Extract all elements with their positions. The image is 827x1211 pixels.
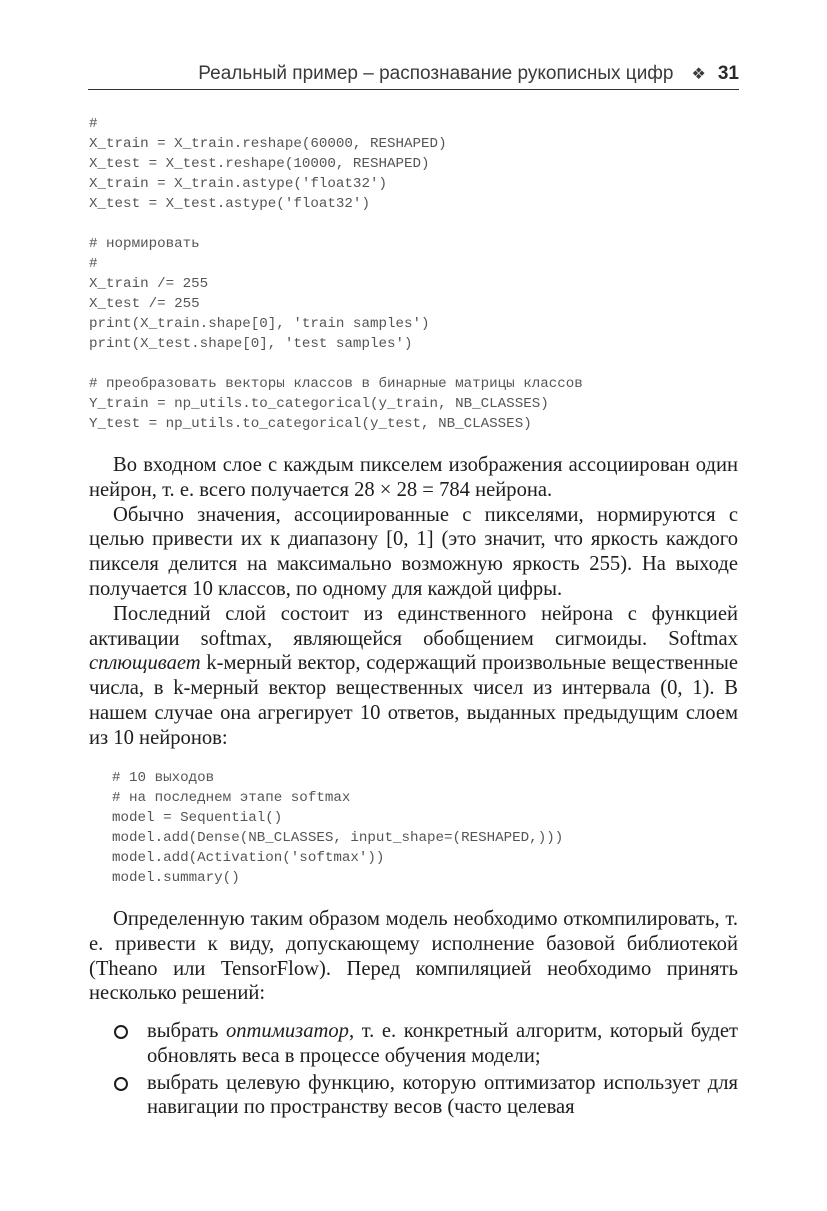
running-title: Реальный пример – распознавание рукописных цифр: [198, 62, 674, 84]
code-line: # на последнем этапе softmax: [112, 790, 351, 806]
paragraph-normalization: Обычно значения, ассоциированные с пикселями, нормируются с целью привести их к диапазону [0, 1] (это значит, что яркость каждого пикселя делится на максимально возможную яркость 255). На выходе получается 10 классов, по одному для каждой цифры.: [89, 503, 738, 600]
code-line: Y_train = np_utils.to_categorical(y_train, NB_CLASSES): [89, 396, 549, 412]
code-listing-model: [112, 768, 563, 888]
page-number: 31: [717, 62, 739, 84]
body-text-section-1: [89, 453, 738, 751]
code-line: X_test = X_test.astype('float32'): [89, 196, 370, 212]
code-line: print(X_train.shape[0], 'train samples'): [89, 316, 430, 332]
page-header: [88, 60, 739, 90]
code-line: Y_test = np_utils.to_categorical(y_test, NB_CLASSES): [89, 416, 532, 432]
paragraph-compile: Определенную таким образом модель необходимо откомпилировать, т. е. привести к виду, допускающему исполнение базовой библиотекой (Theano или TensorFlow). Перед компиляцией необходимо принять несколько решений:: [89, 908, 738, 1005]
code-line: # нормировать: [89, 236, 200, 252]
code-line: X_train = X_train.astype('float32'): [89, 176, 387, 192]
circle-bullet-icon: [114, 1025, 128, 1039]
paragraph-softmax-part2: k-мерный вектор, содержащий произвольные вещественные числа, в k-мерный вектор вещественных чисел из интервала (0, 1). В нашем случае она агрегирует 10 ответов, выданных предыдущим слоем из 10 нейронов:: [89, 652, 738, 749]
code-line: model.add(Dense(NB_CLASSES, input_shape=(RESHAPED,))): [112, 830, 564, 846]
code-line: print(X_test.shape[0], 'test samples'): [89, 336, 413, 352]
code-line: # 10 выходов: [112, 770, 215, 786]
code-line: X_test /= 255: [89, 296, 200, 312]
code-line: X_train /= 255: [89, 276, 209, 292]
code-line: [89, 214, 583, 234]
list-item-part1: выбрать целевую функцию, которую оптимизатор использует для навигации по пространству весов (часто целевая: [147, 1071, 738, 1119]
paragraph-softmax: [89, 602, 738, 751]
diamond-ornament-icon: ❖: [691, 65, 706, 83]
decision-list: [89, 1019, 738, 1122]
code-line: X_test = X_test.reshape(10000, RESHAPED): [89, 156, 430, 172]
code-line: model = Sequential(): [112, 810, 283, 826]
code-line: #: [89, 116, 98, 132]
code-line: model.summary(): [112, 870, 240, 886]
paragraph-softmax-part1: Последний слой состоит из единственного нейрона с функцией активации softmax, являющейся обобщением сигмоиды. Softmax: [89, 602, 738, 650]
code-line: model.add(Activation('softmax')): [112, 850, 385, 866]
list-item-part2: , т. е. конкретный алгоритм, который будет обновлять веса в процессе обучения модели;: [147, 1020, 739, 1067]
paragraph-input-layer: Во входном слое с каждым пикселем изображения ассоциирован один нейрон, т. е. всего получается 28 × 28 = 784 нейрона.: [89, 454, 738, 501]
code-line: X_train = X_train.reshape(60000, RESHAPED): [89, 136, 447, 152]
emphasis-squashes: сплющивает: [89, 652, 201, 675]
body-text-section-2: [89, 907, 738, 1006]
list-item: [89, 1019, 738, 1069]
emphasis-optimizer: оптимизатор: [225, 1020, 349, 1042]
list-item-part1: выбрать: [147, 1020, 226, 1042]
code-line: #: [89, 256, 98, 272]
code-line: [89, 354, 583, 374]
circle-bullet-icon: [114, 1077, 128, 1091]
code-listing-preprocessing: [89, 114, 583, 434]
list-item: [89, 1071, 738, 1121]
code-line: # преобразовать векторы классов в бинарные матрицы классов: [89, 376, 583, 392]
